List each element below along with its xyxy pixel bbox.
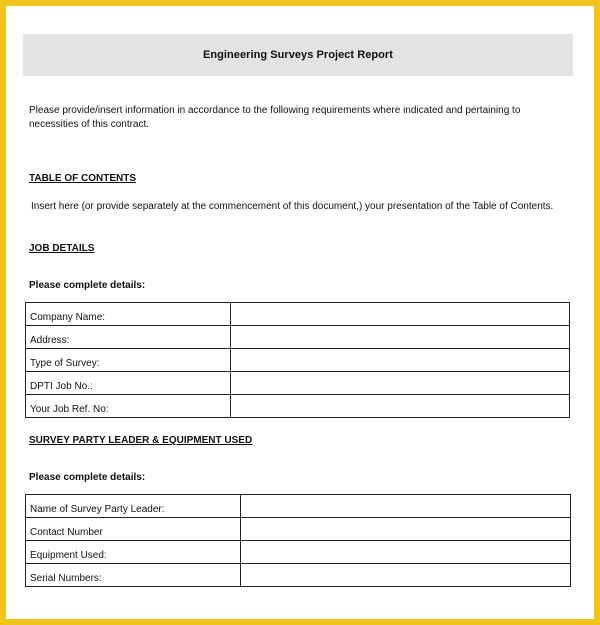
document-page xyxy=(6,6,594,619)
job-details-heading: JOB DETAILS xyxy=(29,243,95,254)
survey-party-table xyxy=(25,494,571,587)
table-row xyxy=(26,518,571,541)
toc-heading: TABLE OF CONTENTS xyxy=(29,173,137,184)
contact-number-label: Contact Number xyxy=(26,518,241,541)
serial-numbers-label: Serial Numbers: xyxy=(26,564,241,587)
survey-type-field[interactable] xyxy=(231,349,570,372)
dpti-job-no-label: DPTI Job No.: xyxy=(26,372,231,395)
table-row xyxy=(26,495,571,518)
job-details-prompt: Please complete details: xyxy=(29,280,146,291)
dpti-job-no-field[interactable] xyxy=(231,372,570,395)
company-name-field[interactable] xyxy=(231,303,570,326)
equipment-used-label: Equipment Used: xyxy=(26,541,241,564)
job-details-table xyxy=(25,302,570,418)
serial-numbers-field[interactable] xyxy=(241,564,571,587)
toc-text: Insert here (or provide separately at the commencement of this document,) your presentation of the Table of Contents. xyxy=(31,201,554,212)
table-row xyxy=(26,303,570,326)
company-name-label: Company Name: xyxy=(26,303,231,326)
address-label: Address: xyxy=(26,326,231,349)
equipment-used-field[interactable] xyxy=(241,541,571,564)
table-row xyxy=(26,395,570,418)
contact-number-field[interactable] xyxy=(241,518,571,541)
job-ref-no-label: Your Job Ref. No: xyxy=(26,395,231,418)
party-leader-field[interactable] xyxy=(241,495,571,518)
intro-paragraph: Please provide/insert information in accordance to the following requirements where indicated and pertaining to necessities of this contract. xyxy=(29,105,521,130)
document-title: Engineering Surveys Project Report xyxy=(203,49,393,61)
survey-party-heading: SURVEY PARTY LEADER & EQUIPMENT USED xyxy=(29,435,253,446)
party-leader-label: Name of Survey Party Leader: xyxy=(26,495,241,518)
table-row xyxy=(26,349,570,372)
table-row xyxy=(26,564,571,587)
table-row xyxy=(26,326,570,349)
job-ref-no-field[interactable] xyxy=(231,395,570,418)
address-field[interactable] xyxy=(231,326,570,349)
survey-type-label: Type of Survey: xyxy=(26,349,231,372)
table-row xyxy=(26,541,571,564)
survey-party-prompt: Please complete details: xyxy=(29,472,146,483)
title-banner xyxy=(23,34,573,76)
table-row xyxy=(26,372,570,395)
